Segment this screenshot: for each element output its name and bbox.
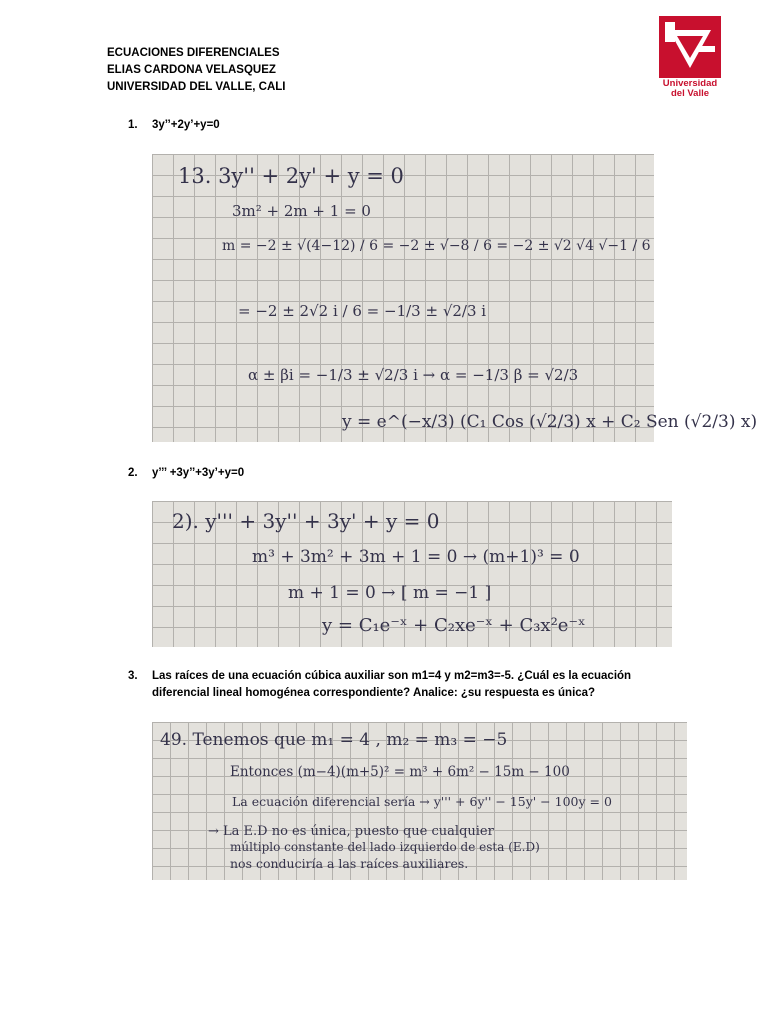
course-title: ECUACIONES DIFERENCIALES: [107, 47, 280, 59]
question-2: [128, 465, 244, 482]
handwriting-line: 3m² + 2m + 1 = 0: [232, 202, 371, 220]
university-name: UNIVERSIDAD DEL VALLE, CALI: [107, 81, 286, 93]
handwriting-line: y = e^(−x/3) (C₁ Cos (√2/3) x + C₂ Sen (√2/3) x): [342, 412, 758, 432]
handwriting-line: Entonces (m−4)(m+5)² = m³ + 6m² − 15m − 100: [230, 764, 570, 780]
question-3: [128, 668, 631, 702]
handwriting-line: 13. 3y'' + 2y' + y = 0: [178, 164, 404, 188]
handwriting-line: α ± βi = −1/3 ± √2/3 i → α = −1/3 β = √2/3: [248, 366, 579, 384]
handwriting-line: m = −2 ± √(4−12) / 6 = −2 ± √−8 / 6 = −2 ± √2 √4 √−1 / 6: [222, 238, 651, 254]
author-name: ELIAS CARDONA VELASQUEZ: [107, 64, 276, 76]
handwritten-solution-1-image: [152, 154, 758, 442]
question-text-line-1: Las raíces de una ecuación cúbica auxiliar son m1=4 y m2=m3=-5. ¿Cuál es la ecuación: [152, 670, 632, 682]
handwriting-line: La ecuación diferencial sería → y''' + 6y'' − 15y' − 100y = 0: [232, 794, 612, 809]
handwriting-line: m + 1 = 0 → [ m = −1 ]: [288, 583, 492, 603]
handwritten-solution-3-image: [152, 722, 687, 880]
question-1: [128, 117, 220, 134]
university-logo: [659, 16, 721, 99]
question-text-line-2: diferencial lineal homogénea correspondiente? Analice: ¿su respuesta es única?: [152, 687, 596, 699]
question-number: 1.: [128, 119, 138, 131]
handwriting-line: m³ + 3m² + 3m + 1 = 0 → (m+1)³ = 0: [252, 547, 580, 567]
question-text: y’’’ +3y’’+3y’+y=0: [152, 467, 245, 479]
handwriting-line: y = C₁e⁻ˣ + C₂xe⁻ˣ + C₃x²e⁻ˣ: [322, 615, 586, 636]
handwriting-line: 49. Tenemos que m₁ = 4 , m₂ = m₃ = −5: [160, 730, 508, 750]
handwriting-line: → La E.D no es única, puesto que cualquier: [208, 824, 494, 839]
handwriting-line: múltiplo constante del lado izquierdo de esta (E.D): [230, 840, 540, 854]
document-header: [107, 45, 285, 96]
question-text: 3y’’+2y’+y=0: [152, 119, 220, 131]
handwriting-line: nos conduciría a las raíces auxiliares.: [230, 856, 469, 871]
question-number: 2.: [128, 467, 138, 479]
logo-emblem-icon: [659, 16, 721, 78]
logo-wordmark: Universidad del Valle: [662, 78, 718, 99]
handwriting-line: 2). y''' + 3y'' + 3y' + y = 0: [172, 509, 440, 533]
handwritten-solution-2-image: [152, 501, 672, 647]
question-number: 3.: [128, 670, 138, 682]
handwriting-line: = −2 ± 2√2 i / 6 = −1/3 ± √2/3 i: [238, 302, 487, 320]
